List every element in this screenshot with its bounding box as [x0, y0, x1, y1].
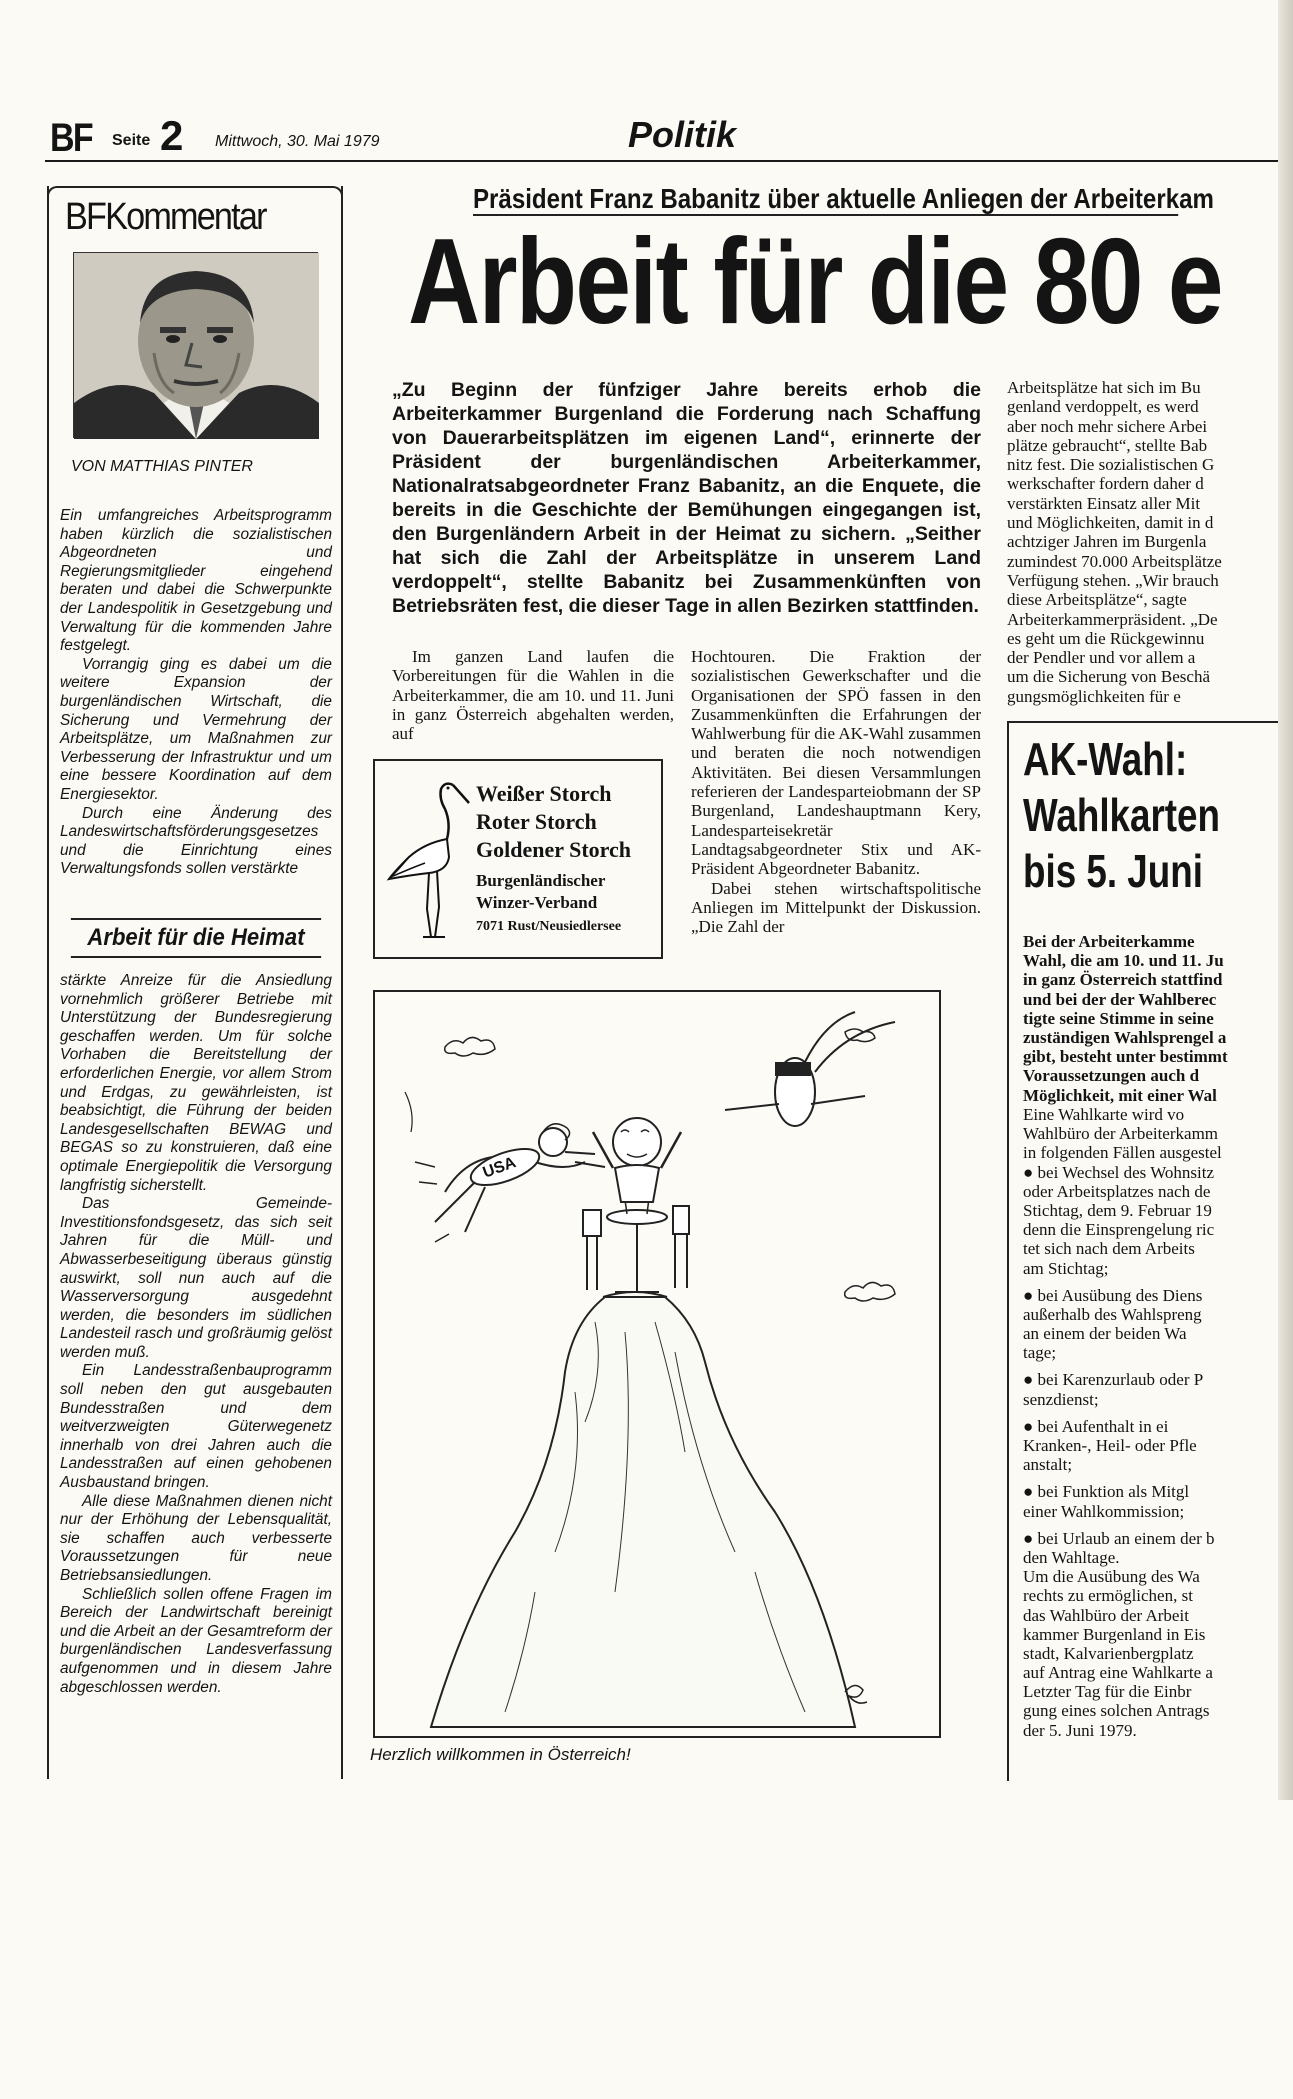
article-line: aber noch mehr sichere Arbei: [1007, 416, 1208, 436]
ak-body-line: tage;: [1023, 1343, 1057, 1363]
ak-body-line: stadt, Kalvarienbergplatz: [1023, 1643, 1194, 1663]
article-column-1: [392, 647, 674, 743]
ak-body-line: ● bei Funktion als Mitgl: [1023, 1482, 1190, 1502]
ak-intro-line: und bei der der Wahlberec: [1023, 989, 1217, 1009]
article-line: nitz fest. Die sozialistischen G: [1007, 455, 1215, 475]
ad-line-winzer-verband: Winzer-Verband: [476, 893, 598, 912]
ak-body-line: Um die Ausübung des Wa: [1023, 1567, 1200, 1587]
ad-line-burgenlaendischer: Burgenländischer: [476, 871, 606, 890]
kommentar-paragraph: Ein umfangreiches Arbeitsprogramm haben kürzlich die sozialistischen Abgeordneten und Regierungsmitglieder eingehend beraten und dabei die Schwerpunkte der Landespolitik in Gesetzgebung und Verwaltung für die kommenden Jahre festgelegt.: [60, 507, 332, 655]
ak-body-line: Kranken-, Heil- oder Pfle: [1023, 1436, 1197, 1455]
stork-icon: [385, 779, 475, 941]
author-photo: [73, 252, 318, 438]
masthead: [50, 112, 1293, 164]
article-line: Verfügung stehen. „Wir brauch: [1007, 570, 1219, 590]
ak-body-line: den Wahltage.: [1023, 1547, 1120, 1567]
kommentar-text-part2: [60, 972, 332, 1697]
kommentar-border-left: [47, 186, 49, 1779]
kommentar-brand: BFKommentar: [65, 196, 266, 238]
cloud-icon: [445, 1037, 495, 1056]
article-headline: Arbeit für die 80 e: [408, 213, 1222, 349]
ak-wahl-headline: [1023, 731, 1239, 899]
kommentar-paragraph: Vorrangig ging es dabei um die weitere Expansion der burgenländischen Wirtschaft, die Sicherung und Vermehrung der Arbeitsplätze, um Maßnahmen zur Verbesserung der Infrastruktur und um eine bessere Koordination auf dem Energiesektor.: [60, 655, 332, 803]
ak-body-line: am Stichtag;: [1023, 1258, 1109, 1278]
article-line: Arbeitsplätze hat sich im Bu: [1007, 378, 1201, 397]
article-paragraph: Hochtouren. Die Fraktion der sozialistischen Gewerkschafter und die Organisationen der SPÖ fassen in den Zusammenkünften die Erfahrungen der Wahlwerbung für die AK-Wahl zusammen und beraten die noch notwendigen Aktivitäten. Bei diesen Versammlungen referieren der Landesparteiobmann der SP Burgenland, Landeshauptmann Kery, Landesparteisekretär Landtagsabgeordneter Stix und AK-Präsident Abgeordneter Babanitz.: [691, 647, 981, 879]
ak-body-line: Stichtag, dem 9. Februar 19: [1023, 1200, 1212, 1220]
ak-body-line: Wahlbüro der Arbeiterkamm: [1023, 1124, 1219, 1144]
seite-label: Seite: [112, 132, 151, 149]
ak-body-line: senzdienst;: [1023, 1389, 1099, 1409]
ad-line-weisser-storch: Weißer Storch: [476, 781, 612, 806]
bf-logo: BF: [50, 116, 92, 160]
ak-body-line: ● bei Karenzurlaub oder P: [1023, 1370, 1204, 1390]
political-cartoon: [373, 990, 941, 1738]
section-title: Politik: [628, 114, 737, 155]
ak-body-line: der 5. Juni 1979.: [1023, 1720, 1137, 1740]
ak-headline-line: AK-Wahl:: [1023, 733, 1188, 785]
kommentar-text-part1: [60, 507, 332, 879]
ak-body-line: anstalt;: [1023, 1455, 1073, 1475]
ak-body-line: ● bei Urlaub an einem der b: [1023, 1528, 1215, 1548]
mountain-peak: [431, 1297, 855, 1727]
ak-body-line: das Wahlbüro der Arbeit: [1023, 1605, 1189, 1625]
ak-intro-line: Bei der Arbeiterkamme: [1023, 932, 1195, 951]
kommentar-paragraph: Schließlich sollen offene Fragen im Bereich der Landwirtschaft bereinigt und die Arbeit an der Gesamtreform der burgenländischen Landesverfassung aufgenommen und in diesem Jahre abgeschlossen werden.: [60, 1585, 332, 1696]
ak-body-line: Eine Wahlkarte wird vo: [1023, 1105, 1185, 1124]
ak-body-line: in folgenden Fällen ausgestel: [1023, 1143, 1222, 1163]
ak-intro-line: Wahl, die am 10. und 11. Ju: [1023, 951, 1224, 971]
article-line: genland verdoppelt, es werd: [1007, 397, 1199, 417]
ak-body-line: ● bei Wechsel des Wohnsitz: [1023, 1162, 1215, 1182]
usa-label: USA: [480, 1154, 519, 1182]
article-paragraph: Im ganzen Land laufen die Vorbereitungen für die Wahlen in die Arbeiterkammer, die am 10. und 11. Juni in ganz Österreich abgehalten werden, auf: [392, 647, 674, 744]
kommentar-paragraph: Alle diese Maßnahmen dienen nicht nur der Erhöhung der Lebensqualität, sie schaffen auch verbesserte Voraussetzungen für neue Betriebsansiedlungen.: [60, 1492, 332, 1584]
kommentar-border-right: [341, 186, 343, 1779]
ak-box-top-rule: [1007, 721, 1293, 723]
ad-line-address: 7071 Rust/Neusiedlersee: [476, 919, 622, 934]
ad-line-goldener-storch: Goldener Storch: [476, 837, 632, 862]
ak-body-line: ● bei Ausübung des Diens: [1023, 1285, 1203, 1305]
article-line: diese Arbeitsplätze“, sagte: [1007, 590, 1187, 610]
ak-body-line: oder Arbeitsplatzes nach de: [1023, 1181, 1211, 1201]
winzer-advertisement: [373, 759, 663, 959]
ak-body-line: kammer Burgenland in Eis: [1023, 1624, 1206, 1644]
ak-headline-line: bis 5. Juni: [1023, 845, 1203, 897]
ak-body-line: außerhalb des Wahlspreng: [1023, 1304, 1202, 1324]
ak-intro-line: tigte seine Stimme in seine: [1023, 1008, 1214, 1028]
cartoon-caption: Herzlich willkommen in Österreich!: [370, 1745, 631, 1764]
ak-body-line: auf Antrag eine Wahlkarte a: [1023, 1663, 1213, 1683]
article-line: es geht um die Rückgewinnu: [1007, 628, 1205, 648]
article-line: zumindest 70.000 Arbeitsplätze: [1007, 551, 1222, 571]
kommentar-subhead: Arbeit für die Heimat: [71, 918, 321, 958]
cloud-icon: [845, 1282, 895, 1301]
ak-intro-line: Möglichkeit, mit einer Wal: [1023, 1085, 1217, 1105]
page-binding-edge: [1278, 0, 1293, 1800]
ak-wahl-body: [1023, 1105, 1293, 1755]
ak-intro-line: zuständigen Wahlsprengel a: [1023, 1027, 1227, 1047]
article-lead: „Zu Beginn der fünfziger Jahre bereits erhob die Arbeiterkammer Burgenland die Forderung nach Schaffung von Dauerarbeitsplätzen im eigenen Land“, erinnerte der Präsident der burgenländischen Arbeiterkammer, Nationalratsabgeordneter Franz Babanitz, an die Enquete, die bereits in die Geschichte der Bemühungen eingegangen ist, den Burgenländern Arbeit in der Heimat zu sichern. „Seither hat sich die Zahl der Arbeitsplätze in unserem Land verdoppelt“, stellte Babanitz bei Zusammenkünften von Betriebsräten fest, die dieser Tage in allen Bezirken stattfinden.: [392, 379, 981, 617]
article-line: verstärkten Einsatz aller Mit: [1007, 493, 1201, 513]
ak-intro-line: in ganz Österreich stattfind: [1023, 970, 1223, 990]
ak-body-line: Letzter Tag für die Einbr: [1023, 1682, 1192, 1702]
kommentar-paragraph: Ein Landesstraßenbauprogramm soll neben den gut ausgebauten Bundesstraßen und dem weitverzweigten Güterwegenetz innerhalb von drei Jahren auch die Landesstraßen auf einen gehobenen Ausbaustand bringen.: [60, 1362, 332, 1492]
issue-date: Mittwoch, 30. Mai 1979: [215, 133, 380, 150]
article-line: um die Sicherung von Beschä: [1007, 667, 1211, 687]
article-line: Arbeiterkammerpräsident. „De: [1007, 609, 1218, 629]
ak-body-line: einer Wahlkommission;: [1023, 1501, 1185, 1521]
ak-body-line: tet sich nach dem Arbeits: [1023, 1239, 1195, 1259]
ad-line-roter-storch: Roter Storch: [476, 809, 597, 834]
kommentar-paragraph: Durch eine Änderung des Landeswirtschaftsförderungsgesetzes und die Einrichtung eines Verwaltungsfonds sollen verstärkte: [60, 804, 332, 878]
article-line: werkschafter fordern daher d: [1007, 474, 1204, 494]
page-number: 2: [160, 112, 184, 159]
ak-intro-line: Voraussetzungen auch d: [1023, 1066, 1200, 1086]
article-line: gungsmöglichkeiten für e: [1007, 686, 1181, 706]
ak-body-line: ● bei Aufenthalt in ei: [1023, 1416, 1169, 1436]
ak-body-line: an einem der beiden Wa: [1023, 1324, 1187, 1344]
ak-headline-line: Wahlkarten: [1023, 789, 1220, 841]
ak-wahl-intro: [1023, 932, 1293, 1105]
article-line: plätze gebraucht“, stellte Bab: [1007, 435, 1208, 455]
ak-box-left-rule: [1007, 721, 1009, 1781]
article-line: und Möglichkeiten, damit in d: [1007, 513, 1214, 533]
kommentar-paragraph: stärkte Anreize für die Ansiedlung vornehmlich größerer Betriebe mit Unterstützung der Bundesregierung geschaffen werden. Um für solche Vorhaben die Bereitstellung der erforderlichen Energie, vor allem Strom und Erdgas, zu gewährleisten, ist beabsichtigt, die Führung der beiden Landesgesellschaften BEWAG und BEGAS so zu konstruieren, daß eine optimale Energiepolitik die Versorgung langfristig sicherstellt.: [60, 972, 332, 1194]
ak-body-line: denn die Einsprengelung ric: [1023, 1220, 1215, 1240]
kommentar-author: VON MATTHIAS PINTER: [71, 458, 253, 475]
top-rule: [45, 160, 1293, 162]
ak-intro-line: gibt, besteht unter bestimmt: [1023, 1047, 1228, 1067]
article-paragraph: Dabei stehen wirtschaftspolitische Anliegen im Mittelpunkt der Diskussion. „Die Zahl der: [691, 878, 981, 937]
article-kicker: Präsident Franz Babanitz über aktuelle Anliegen der Arbeiterkam: [473, 183, 1214, 214]
ak-body-line: gung eines solchen Antrags: [1023, 1701, 1210, 1721]
ak-body-line: rechts zu ermöglichen, st: [1023, 1586, 1193, 1606]
article-line: achtziger Jahren im Burgenla: [1007, 532, 1207, 552]
article-column-2: [691, 647, 981, 936]
kommentar-paragraph: Das Gemeinde-Investitionsfondsgesetz, das sich seit Jahren für die Müll- und Abwasserbeseitigung überaus günstig auswirkt, soll nun auch auf die Wasserversorgung ausgedehnt werden, die besonders im südlichen Landesteil rasch und großräumig gelöst werden muß.: [60, 1195, 332, 1361]
article-line: der Pendler und vor allem a: [1007, 648, 1196, 668]
article-column-3: [1007, 378, 1293, 705]
